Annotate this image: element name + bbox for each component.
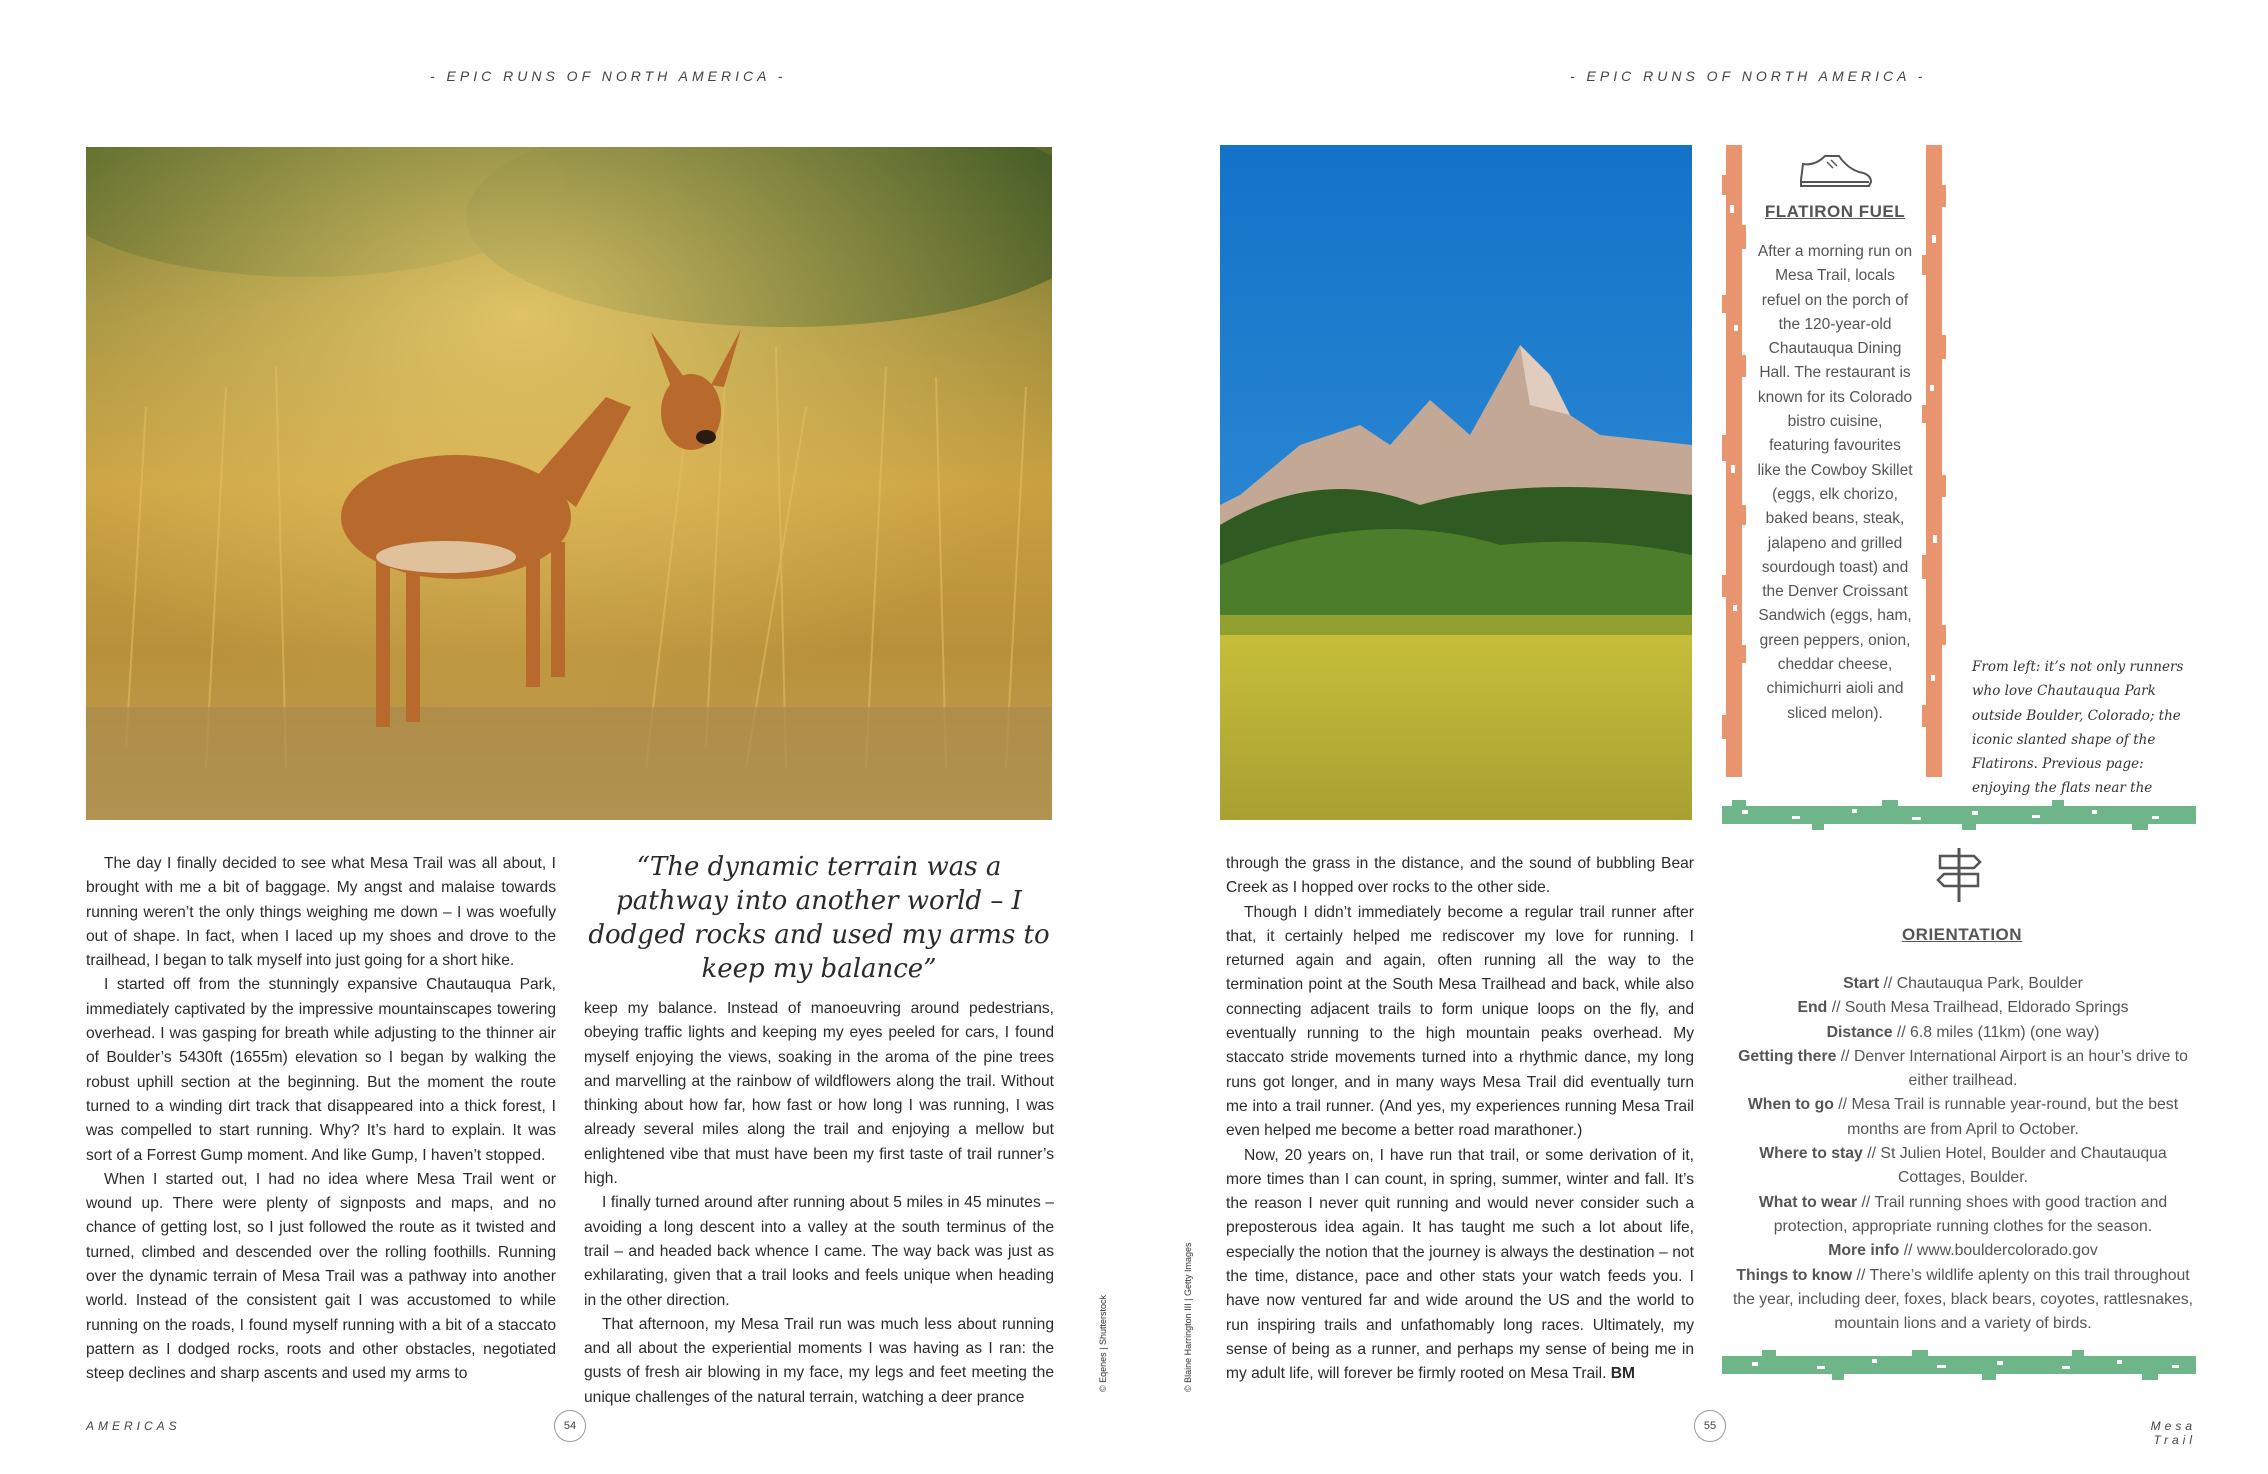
- orientation-key: More info: [1828, 1242, 1900, 1260]
- paragraph: Though I didn’t immediately become a regular trail runner after that, it certainly helped me rediscover my love for running. I returned again and again, often running all the way to the termination point at the South Mesa Trailhead and back, while also connecting adjacent trails to form unique loops on the fly, and eventually running to the high mountain peaks overhead. My staccato stride movements turned into a rhythmic dance, my long runs got longer, and in many ways Mesa Trail did eventually turn me into a trail runner. (And yes, my experiences running Mesa Trail even helped me become a better road marathoner.): [1226, 903, 1694, 1140]
- running-head-right: - EPIC RUNS OF NORTH AMERICA -: [1570, 68, 1927, 84]
- orientation-value: Chautauqua Park, Boulder: [1896, 975, 2083, 992]
- orientation-key: Getting there: [1738, 1047, 1837, 1065]
- page-number-left: 54: [554, 1410, 586, 1442]
- flatirons-photo: [1220, 145, 1692, 820]
- paragraph: [1226, 1144, 1694, 1387]
- orientation-item: Distance // 6.8 miles (11km) (one way): [1826, 1023, 2100, 1041]
- orientation-item: Getting there // Denver International Airport is an hour’s drive to either trailhead.: [1738, 1047, 2188, 1090]
- page-number-right: 55: [1694, 1410, 1726, 1442]
- footer-section-label: AMERICAS: [86, 1419, 181, 1433]
- green-divider-bottom: [1722, 1350, 2196, 1380]
- orange-border-right: [1922, 145, 1946, 777]
- flatiron-fuel-title: FLATIRON FUEL: [1764, 202, 1906, 221]
- footer-route-name: Mesa Trail: [2150, 1419, 2196, 1447]
- orientation-key: Things to know: [1736, 1266, 1853, 1284]
- running-shoe-icon: [1752, 150, 1918, 198]
- orientation-value: St Julien Hotel, Boulder and Chautauqua Cottages, Boulder.: [1880, 1145, 2167, 1187]
- flatiron-fuel-body: After a morning run on Mesa Trail, locals refuel on the porch of the 120-year-old Chautauqua Dining Hall. The restaurant is known for its Colorado bistro cuisine, featuring favourites like the Cowboy Skillet (eggs, elk chorizo, baked beans, steak, jalapeno and grilled sourdough toast) and the Denver Croissant Sandwich (eggs, ham, green peppers, onion, cheddar cheese, chimichurri aioli and sliced melon).: [1757, 243, 1913, 722]
- orientation-item: Things to know // There’s wildlife aplenty on this trail throughout the year, including deer, foxes, black bears, coyotes, rattlesnakes, mountain lions and a variety of birds.: [1732, 1266, 2194, 1333]
- paragraph: When I started out, I had no idea where Mesa Trail went or wound up. There were plenty of signposts and maps, and no chance of getting lost, so I just followed the route as it twisted and turned, climbed and descended over the rolling foothills. Running over the dynamic terrain of Mesa Trail was a pathway into another world. Instead of the consistent gait I was accustomed to while running on the roads, I found myself running with a bit of a staccato pattern as I dodged rocks, roots and other obstacles, negotiated steep declines and sharp ascents and used my arms to: [86, 1170, 556, 1383]
- deer-photo: [86, 147, 1052, 820]
- orientation-value: Trail running shoes with good traction and protection, appropriate running clothes for the season.: [1773, 1193, 2168, 1235]
- body-column-3: [1226, 852, 1694, 1387]
- orientation-key: Where to stay: [1759, 1145, 1863, 1163]
- orientation-key: What to wear: [1758, 1193, 1858, 1211]
- paragraph: I finally turned around after running about 5 miles in 45 minutes – avoiding a long descent into a valley at the south terminus of the trail – and headed back whence I came. The way back was just as exhilarating, given that a trail looks and feels unique when heading in the other direction.: [584, 1194, 1054, 1309]
- paragraph: That afternoon, my Mesa Trail run was much less about running and all about the experiential moments I was having as I ran: the gusts of fresh air blowing in my face, my legs and feet meeting the unique challenges of the natural terrain, watching a deer prance: [584, 1315, 1054, 1406]
- paragraph: through the grass in the distance, and the sound of bubbling Bear Creek as I hopped over rocks to the other side.: [1226, 855, 1694, 897]
- orientation-item: What to wear // Trail running shoes with good traction and protection, appropriate running clothes for the season.: [1758, 1193, 2168, 1235]
- orientation-key: Start: [1843, 975, 1880, 992]
- orange-border-left: [1722, 145, 1746, 777]
- signpost-icon: [1934, 846, 1984, 904]
- paragraph: The day I finally decided to see what Mesa Trail was all about, I brought with me a bit of baggage. My angst and malaise towards running weren’t the only things weighing me down – I was woefully out of shape. In fact, when I laced up my shoes and drove to the trailhead, I began to talk myself into just going for a short hike.: [86, 855, 556, 970]
- orientation-value: www.bouldercolorado.gov: [1916, 1242, 2098, 1260]
- body-column-2: [584, 997, 1054, 1410]
- orientation-key: When to go: [1747, 1096, 1834, 1114]
- orientation-item: Where to stay // St Julien Hotel, Boulder and Chautauqua Cottages, Boulder.: [1759, 1145, 2167, 1187]
- orientation-item: End // South Mesa Trailhead, Eldorado Springs: [1797, 999, 2129, 1017]
- body-column-1: [86, 852, 556, 1387]
- paragraph: keep my balance. Instead of manoeuvring around pedestrians, obeying traffic lights and keeping my eyes peeled for cars, I found myself enjoying the views, soaking in the aroma of the pine trees and marvelling at the rainbow of wildflowers along the trail. Without thinking about how far, how fast or how long I was running, I was already several miles along the trail and enjoying a mellow but enlightened vibe that must have been my first taste of trail runner’s high.: [584, 1000, 1054, 1188]
- orientation-item: Start // Chautauqua Park, Boulder: [1843, 975, 2083, 992]
- author-initials: BM: [1610, 1365, 1636, 1383]
- orientation-key: End: [1797, 999, 1828, 1017]
- orientation-list: [1730, 972, 2196, 1336]
- running-head-left: - EPIC RUNS OF NORTH AMERICA -: [430, 68, 787, 84]
- orientation-item: When to go // Mesa Trail is runnable year-round, but the best months are from April to October.: [1747, 1096, 2179, 1138]
- orientation-value: Mesa Trail is runnable year-round, but the best months are from April to October.: [1847, 1096, 2179, 1138]
- orientation-value: There’s wildlife aplenty on this trail throughout the year, including deer, foxes, black bears, coyotes, rattlesnakes, mountain lions and a variety of birds.: [1732, 1266, 2194, 1333]
- photo-caption: From left: it’s not only runners who love Chautauqua Park outside Boulder, Colorado; the iconic slanted shape of the Flatirons. Previous page: enjoying the flats near the: [1972, 659, 2184, 797]
- green-divider-top: [1722, 800, 2196, 830]
- photo-credit-left: © Eqenes | Shutterstock: [1098, 1294, 1108, 1392]
- orientation-title: ORIENTATION: [1901, 925, 2023, 944]
- orientation-value: South Mesa Trailhead, Eldorado Springs: [1844, 999, 2129, 1017]
- orientation-key: Distance: [1826, 1023, 1893, 1041]
- orientation-value: 6.8 miles (11km) (one way): [1910, 1023, 2100, 1041]
- flatiron-fuel-sidebar: [1752, 150, 1918, 726]
- paragraph-text: Now, 20 years on, I have run that trail, or some derivation of it, more times than I can count, in spring, summer, winter and fall. It’s the reason I never quit running and would never consider such a preposterous idea again. It has taught me such a lot about life, especially the notion that the journey is always the destination – not the time, distance, pace and other stats your watch feeds you. I have now ventured far and wide around the US and the world to run inspiring trails and unfathomably long races. Ultimately, my sense of being as a runner, and perhaps my sense of being me in my adult life, will forever be firmly rooted on Mesa Trail.: [1226, 1146, 1694, 1383]
- pull-quote: “The dynamic terrain was a pathway into another world – I dodged rocks and used my arms to keep my balance”: [588, 852, 1050, 984]
- orientation-item: More info // www.bouldercolorado.gov: [1828, 1242, 2098, 1260]
- paragraph: I started off from the stunningly expansive Chautauqua Park, immediately captivated by the impressive mountainscapes towering overhead. I was gasping for breath while adjusting to the thinner air of Boulder’s 5430ft (1655m) elevation so I began by walking the robust uphill section at the beginning. But the moment the route turned to a winding dirt track that disappeared into a thick forest, I was compelled to start running. Why? It’s hard to explain. It was sort of a Forrest Gump moment. And like Gump, I haven’t stopped.: [86, 976, 556, 1164]
- photo-credit-right: © Blaine Harrington III | Getty Images: [1183, 1242, 1193, 1392]
- orientation-value: Denver International Airport is an hour’s drive to either trailhead.: [1853, 1047, 2188, 1090]
